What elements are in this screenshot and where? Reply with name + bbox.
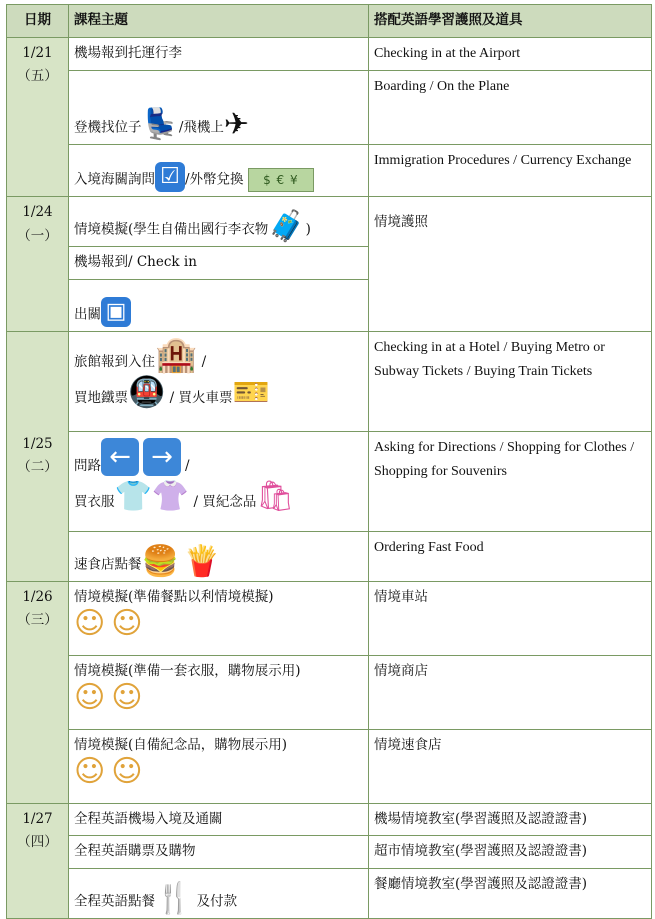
topic-text: 出關 <box>74 306 101 323</box>
table-row <box>7 331 652 431</box>
topic-text: ) <box>305 221 311 238</box>
topic-text: 速食店點餐 <box>74 556 142 573</box>
date-label: 1/26 <box>22 588 53 605</box>
english-cell: 情境商店 <box>369 655 652 729</box>
english-cell: Immigration Procedures / Currency Exchange <box>369 145 652 197</box>
topic-text: / 買紀念品 <box>189 493 257 510</box>
topic-cell <box>69 531 369 581</box>
topic-text: 情境模擬(學生自備出國行李衣物 <box>74 221 269 238</box>
boy-icon: ☺ <box>74 754 106 790</box>
header-row <box>7 5 652 38</box>
suitcase-icon: 🧳 <box>268 209 306 245</box>
english-cell: 情境護照 <box>369 197 652 332</box>
topic-text: 機場報到托運行李 <box>74 44 182 61</box>
currency-exchange-icon: $ € ¥ <box>248 168 314 192</box>
topic-text: 入境海關詢問 <box>74 171 155 188</box>
hamburger-icon: 🍔 <box>141 543 179 579</box>
topic-cell <box>69 197 369 247</box>
boy-icon: ☺ <box>74 680 106 716</box>
customs-icon: ☑ <box>155 162 185 192</box>
metro-icon: 🚇 <box>128 374 166 410</box>
english-cell: Asking for Directions / Shopping for Clothes / Shopping for Souvenirs <box>369 431 652 531</box>
english-cell: Boarding / On the Plane <box>369 71 652 145</box>
table-row <box>7 431 652 531</box>
weekday-label: （二） <box>17 459 58 476</box>
date-label: 1/27 <box>22 810 53 827</box>
weekday-label: （三） <box>17 612 58 629</box>
weekday-label: （四） <box>17 834 58 851</box>
date-cell <box>7 581 69 803</box>
airplane-icon: ✈ <box>223 107 250 143</box>
topic-text: 登機找位子 <box>74 119 142 136</box>
topic-text: 情境模擬(準備餐點以利情境模擬) <box>74 588 274 605</box>
table-row <box>7 197 652 247</box>
english-cell: Checking in at the Airport <box>369 37 652 71</box>
date-cell <box>7 197 69 332</box>
english-cell: 餐廳情境教室(學習護照及認證證書) <box>369 869 652 919</box>
topic-cell <box>69 431 369 531</box>
date-cell <box>7 803 69 918</box>
topic-text: / <box>185 457 190 474</box>
girl-icon: ☺ <box>111 680 143 716</box>
topic-text: /飛機上 <box>178 119 224 136</box>
train-ticket-icon: 🎫 <box>232 374 270 410</box>
english-cell: 情境速食店 <box>369 729 652 803</box>
topic-cell <box>69 145 369 197</box>
topic-cell <box>69 37 369 71</box>
left-arrow-icon: ← <box>101 438 139 476</box>
topic-text: /外幣兌換 <box>185 171 244 188</box>
topic-text: 問路 <box>74 457 101 474</box>
english-cell: Ordering Fast Food <box>369 531 652 581</box>
topic-cell <box>69 581 369 655</box>
date-cell <box>7 331 69 581</box>
boy-icon: ☺ <box>74 606 106 642</box>
date-label: 1/21 <box>22 44 53 61</box>
table-row <box>7 803 652 836</box>
english-cell: Checking in at a Hotel / Buying Metro or Subway Tickets / Buying Train Tickets <box>369 331 652 431</box>
fries-icon: 🍟 <box>183 543 221 579</box>
topic-cell <box>69 729 369 803</box>
topic-text: / <box>197 353 207 370</box>
table-row <box>7 836 652 869</box>
table-row <box>7 655 652 729</box>
date-cell <box>7 37 69 197</box>
topic-text: 情境模擬(自備紀念品，購物展示用) <box>74 736 288 753</box>
girl-icon: ☺ <box>111 606 143 642</box>
topic-text: 全程英語點餐 <box>74 893 155 910</box>
table-row <box>7 145 652 197</box>
table-row <box>7 531 652 581</box>
airplane-seat-icon: 💺 <box>141 107 179 143</box>
topic-cell <box>69 869 369 919</box>
topic-text: 機場報到/ Check in <box>74 254 197 271</box>
table-row <box>7 729 652 803</box>
date-label: 1/25 <box>22 435 53 452</box>
topic-text: 買地鐵票 <box>74 389 128 406</box>
weekday-label: （五） <box>17 68 58 85</box>
english-cell: 機場情境教室(學習護照及認證證書) <box>369 803 652 836</box>
topic-cell <box>69 331 369 431</box>
baggage-claim-icon: ▣ <box>101 297 131 327</box>
hotel-icon: 🏨 <box>155 334 198 375</box>
english-cell: 情境車站 <box>369 581 652 655</box>
shopping-bags-icon: 🛍 <box>256 478 295 514</box>
table-row <box>7 581 652 655</box>
table-row <box>7 37 652 71</box>
topic-cell <box>69 655 369 729</box>
topic-cell <box>69 247 369 280</box>
date-label: 1/24 <box>22 204 53 221</box>
table-row <box>7 869 652 919</box>
fork-knife-icon: 🍴 <box>155 881 193 916</box>
english-cell: 超市情境教室(學習護照及認證證書) <box>369 836 652 869</box>
topic-cell: 全程英語機場入境及通關 <box>69 803 369 836</box>
topic-cell <box>69 279 369 331</box>
blouse-icon: 👚 <box>151 478 190 514</box>
right-arrow-icon: → <box>143 438 181 476</box>
schedule-table <box>6 4 652 919</box>
header-english: 搭配英語學習護照及道具 <box>369 5 652 38</box>
girl-icon: ☺ <box>111 754 143 790</box>
weekday-label: （一） <box>17 227 58 244</box>
topic-text: 買衣服 <box>74 493 115 510</box>
topic-cell <box>69 71 369 145</box>
topic-cell: 全程英語購票及購物 <box>69 836 369 869</box>
shirt-icon: 👕 <box>114 478 152 514</box>
header-topic: 課程主題 <box>69 5 369 38</box>
table-row <box>7 71 652 145</box>
topic-text: 及付款 <box>196 893 238 910</box>
topic-text: 旅館報到入住 <box>74 353 155 370</box>
topic-text: / 買火車票 <box>165 389 233 406</box>
header-date: 日期 <box>7 5 69 38</box>
topic-text: 情境模擬(準備一套衣服，購物展示用) <box>74 662 301 679</box>
